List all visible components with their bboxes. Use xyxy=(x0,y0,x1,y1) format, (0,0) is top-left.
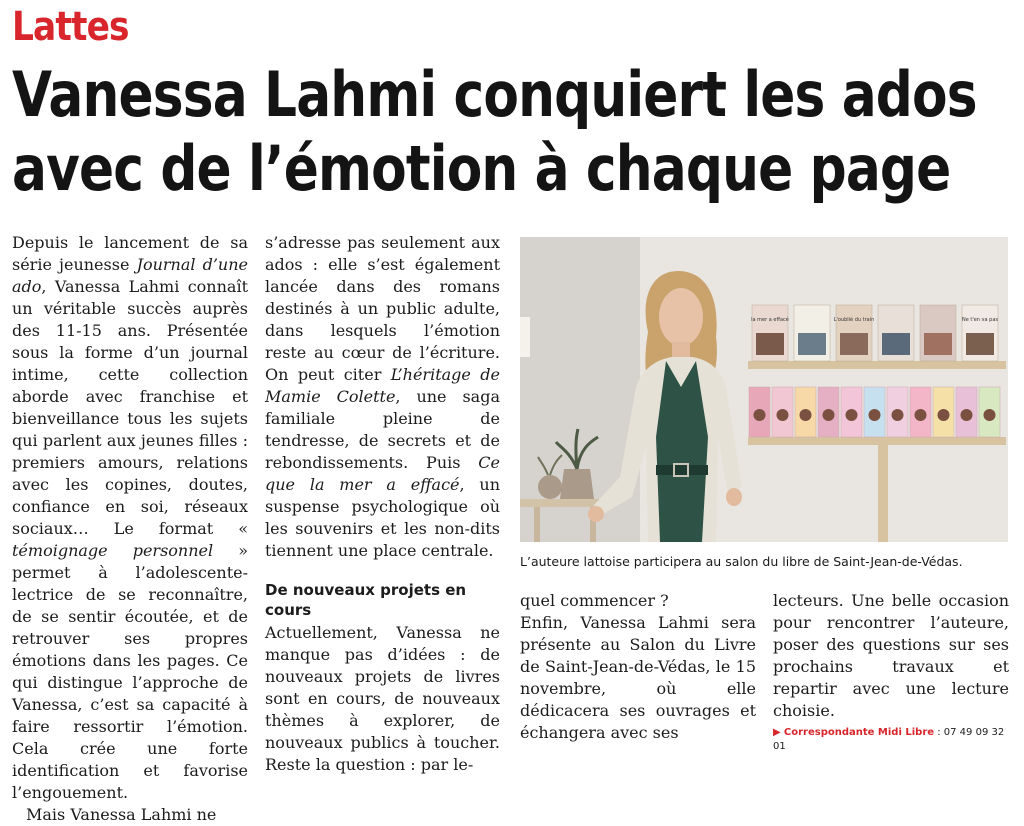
books-bottom-shelf xyxy=(749,387,1000,437)
book-title-text: L'oublié du train xyxy=(833,317,875,323)
italic-phrase: témoignage personnel xyxy=(12,541,214,560)
vase xyxy=(538,475,562,499)
subheading: De nouveaux projets en cours xyxy=(265,581,467,619)
section-kicker: Lattes xyxy=(12,4,129,50)
book-title: L’héritage de Mamie Colette xyxy=(265,365,501,406)
headline-line-2: avec de l’émotion à chaque page xyxy=(12,132,951,205)
paragraph xyxy=(265,232,500,562)
shelf-bottom xyxy=(748,437,1006,445)
text-run: » permet à l’adolescente-lectrice de se reconnaître, de se sentir écoutée, et de retrouver ses propres émotions dans les pages. Ce qui distingue l’approche de Vanessa, c’est sa capacité à faire ressortir l’émotion. Cela crée une forte identification et favorise l’engouement. xyxy=(12,541,248,802)
book-cover-art xyxy=(938,409,950,421)
headline-line-1: Vanessa Lahmi conquiert les ados xyxy=(12,58,977,131)
column-3 xyxy=(520,590,756,742)
paragraph: lecteurs. Une belle occasion pour rencontrer l’auteure, poser des questions sur ses prochains travaux et repartir avec une lecture choisie. xyxy=(773,591,1009,720)
hand xyxy=(588,506,604,522)
book-cover-art xyxy=(869,409,881,421)
text-run: , une saga familiale pleine de tendresse, de secrets et de rebondissements. Puis xyxy=(265,387,500,472)
plant-pot xyxy=(560,469,594,499)
face xyxy=(659,288,703,346)
paragraph: Mais Vanessa Lahmi ne xyxy=(26,805,217,824)
book-cover-art xyxy=(777,409,789,421)
shelf-post xyxy=(878,445,888,542)
book-cover-art xyxy=(798,333,826,355)
credit-phone: : 07 49 09 32 01 xyxy=(773,727,1005,752)
table-leg xyxy=(534,507,540,542)
book-cover-art xyxy=(984,409,996,421)
text-run: Depuis le lancement de sa série jeunesse xyxy=(12,233,248,274)
book-title: Ce que la mer a effacé xyxy=(265,453,500,494)
paragraph: Enfin, Vanessa Lahmi sera présente au Salon du Livre de Saint-Jean-de-Védas, le 15 novembre, où elle dédicacera ses ouvrages et échangera avec ses xyxy=(520,613,756,742)
book-cover-art xyxy=(892,409,904,421)
paragraph: Actuellement, Vanessa ne manque pas d’idées : de nouveaux projets de livres sont en cours, de nouveaux thèmes à explorer, de nouveaux publics à toucher. Reste la question : par le- xyxy=(265,623,500,774)
hand xyxy=(726,488,742,506)
text-run: , Vanessa Lahmi connaît un véritable succès auprès des 11-15 ans. Présentée sous la forme d’un journal intime, cette collection aborde avec franchise et bienveillance tous les sujets qui parlent aux jeunes filles : premiers amours, relations avec les copines, doutes, confiance en soi, réseaux sociaux… Le format « xyxy=(12,277,248,538)
book-title-text: la mer a effacé xyxy=(751,317,789,323)
author-photo xyxy=(520,237,1008,542)
book-cover-art xyxy=(846,409,858,421)
paragraph: quel commencer ? xyxy=(520,591,669,610)
lamp xyxy=(520,317,530,357)
column-1 xyxy=(12,232,249,824)
book-cover-art xyxy=(823,409,835,421)
book-cover-art xyxy=(754,409,766,421)
text-run: , un suspense psychologique où les souvenirs et les non-dits tiennent une place centrale. xyxy=(265,475,500,560)
book-cover-art xyxy=(961,409,973,421)
book-cover-art xyxy=(915,409,927,421)
author-credit xyxy=(773,726,1009,754)
belt xyxy=(656,465,708,475)
book-title: Journal d’une ado xyxy=(12,255,249,296)
blouse xyxy=(656,361,708,542)
book-cover-art xyxy=(800,409,812,421)
book-cover-art xyxy=(924,333,952,355)
photo-caption: L’auteure lattoise participera au salon du libre de Saint-Jean-de-Védas. xyxy=(520,554,963,569)
book-title-text: Ne t'en va pas xyxy=(961,317,999,323)
book-cover-art xyxy=(840,333,868,355)
paragraph xyxy=(12,232,248,804)
book-cover-art xyxy=(756,333,784,355)
column-2 xyxy=(265,232,501,774)
column-4 xyxy=(773,590,1009,752)
text-run: s’adresse pas seulement aux ados : elle s’est également lancée dans des romans destinés à un public adulte, dans lesquels l’émotion reste au cœur de l’écriture. On peut citer xyxy=(265,233,500,384)
photo-illustration xyxy=(520,237,1008,542)
credit-name: Correspondante Midi Libre xyxy=(783,727,935,738)
book-cover-art xyxy=(882,333,910,355)
headline xyxy=(12,58,981,206)
play-arrow-icon: ▶ xyxy=(773,727,781,738)
book-cover-art xyxy=(966,333,994,355)
shelf-top xyxy=(748,361,1006,369)
